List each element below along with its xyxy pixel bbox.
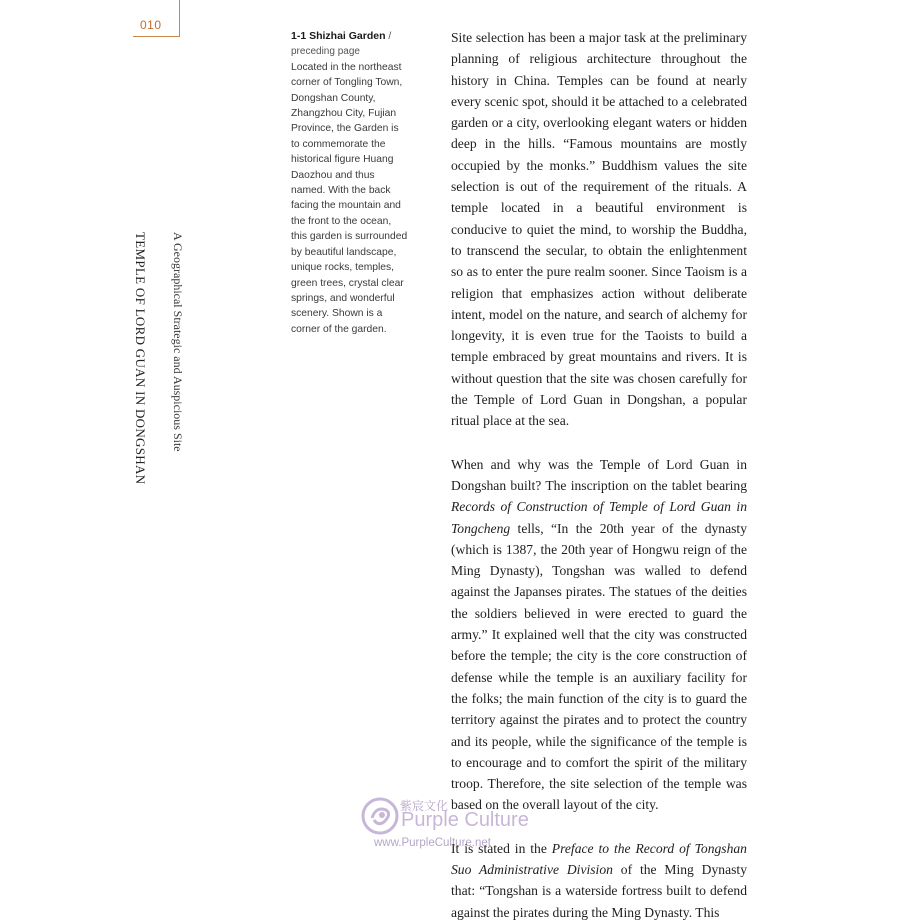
book-title: Preface to the Record of Tongshan Suo Administrative Division: [451, 840, 747, 877]
caption-separator: /: [388, 31, 392, 42]
paragraph: Site selection has been a major task at the preliminary planning of religious architecture throughout the history in China. Temples can be found at nearly every scenic spot, should it be attached to a celebrated garden or a city, overlooking elegant waters or hidden deep in the hills. “Famous mountains are mostly occupied by the monks.” Buddhism values the site selection is out of the requirement of the rituals. A temple located in a beautiful environment is conducive to quiet the mind, to worship the Buddha, to transcend the secular, to obtain the enlightenment so as to enter the pure realm sooner. Since Taoism is a religion that emphasizes action without deliberate intent, model on the nature, and search of alchemy for longevity, it is even true for the Taoists to build a temple embraced by great mountains and rivers. It is without question that the site was chosen carefully for the Temple of Lord Guan in Dongshan, a popular ritual place at the sea.: [451, 30, 747, 429]
caption-subtitle: preceding page: [291, 46, 360, 58]
watermark-url: www.PurpleCulture.net: [374, 837, 491, 849]
watermark-chinese-text: 紫宸文化: [400, 799, 449, 813]
main-text: [451, 27, 747, 923]
running-section-title: A Geographical Strategic and Auspicious Site: [171, 232, 185, 452]
paragraph-text: tells, “In the 20th year of the dynasty (which is 1387, the 20th year of Hongwu reign of the Ming Dynasty), Tongshan was walled to defend against the Japanses pirates. The statues of the deities the soldiers believed in were erected to guard the army.” It explained well that the city was constructed before the temple; the city is the core construction of defense while the temple is an auxiliary facility for the folks; the main function of the city is to guard the territory against the pirates and to protect the country and its people, while the significance of the temple is to encourage and to comfort the spirit of the military troop. Therefore, the site selection of the temple was based on the overall layout of the city.: [451, 520, 747, 813]
paragraph-text: of the Ming Dynasty that: “Tongshan is a waterside fortress built to defend against the pirates during the Ming Dynasty. This: [451, 861, 747, 920]
running-book-title: TEMPLE OF LORD GUAN IN DONGSHAN: [133, 232, 148, 485]
watermark-logo-icon: [360, 796, 400, 836]
paragraph: [451, 454, 747, 816]
figure-caption: [291, 29, 408, 337]
caption-title: 1-1 Shizhai Garden: [291, 30, 386, 42]
book-title: Records of Construction of Temple of Lord Guan in Tongcheng: [451, 499, 747, 536]
page-number: 010: [140, 18, 162, 32]
paragraph-text: When and why was the Temple of Lord Guan in Dongshan built? The inscription on the tablet bearing: [451, 456, 747, 493]
paragraph: [451, 838, 747, 923]
watermark-brand-text: Purple Culture: [401, 809, 529, 831]
caption-body: Located in the northeast corner of Tongling Town, Dongshan County, Zhangzhou City, Fujian Province, the Garden is to commemorate the historical figure Huang Daozhou and thus named. With the back facing the mountain and the front to the ocean, this garden is surrounded by beautiful landscape, unique rocks, temples, green trees, crystal clear springs, and wonderful scenery. Shown is a corner of the garden.: [291, 61, 408, 335]
paragraph-text: It is stated in the: [451, 840, 552, 856]
